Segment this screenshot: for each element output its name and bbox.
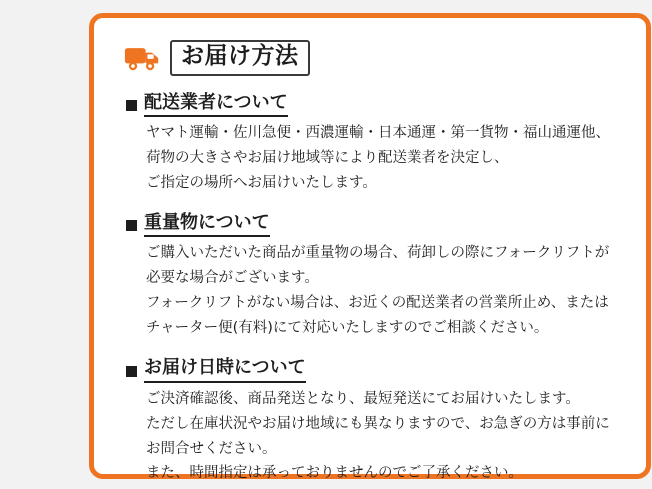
- square-bullet-icon: [126, 220, 137, 231]
- body-line: ただし在庫状況やお届け地域にも異なりますので、お急ぎの方は事前に: [146, 415, 610, 432]
- section-title: 配送業者について: [144, 92, 288, 118]
- delivery-info-panel: [89, 13, 651, 482]
- section-heavy-items: [126, 212, 624, 341]
- body-line: ご決済確認後、商品発送となり、最短発送にてお届けいたします。: [146, 390, 580, 407]
- section-heading: [126, 92, 624, 118]
- body-line: チャーター便(有料)にて対応いたしますのでご相談ください。: [146, 320, 549, 337]
- body-line: 荷物の大きさやお届け地域等により配送業者を決定し、: [146, 150, 509, 167]
- body-line: ご指定の場所へお届けいたします。: [146, 174, 377, 191]
- square-bullet-icon: [126, 100, 137, 111]
- body-line: ヤマト運輸・佐川急便・西濃運輸・日本通運・第一貨物・福山通運他、: [146, 125, 610, 142]
- section-delivery-datetime: [126, 357, 624, 486]
- body-line: また、時間指定は承っておりませんのでご了承ください。: [146, 465, 523, 482]
- panel-title-box: [170, 40, 310, 76]
- section-heading: [126, 212, 624, 238]
- body-line: フォークリフトがない場合は、お近くの配送業者の営業所止め、または: [146, 295, 609, 312]
- body-line: お問合せください。: [146, 440, 277, 457]
- section-title: お届け日時について: [144, 357, 306, 383]
- section-heading: [126, 357, 624, 383]
- body-line: ご購入いただいた商品が重量物の場合、荷卸しの際にフォークリフトが: [146, 245, 610, 262]
- panel-inner: [94, 18, 646, 482]
- panel-title: お届け方法: [181, 43, 299, 69]
- square-bullet-icon: [126, 366, 137, 377]
- section-title: 重量物について: [144, 212, 270, 238]
- section-body: [146, 121, 624, 196]
- section-body: [146, 387, 624, 487]
- body-line: 必要な場合がございます。: [146, 270, 319, 287]
- delivery-truck-icon: [124, 42, 160, 74]
- panel-title-row: [124, 40, 624, 76]
- section-body: [146, 241, 624, 341]
- section-shipping-carriers: [126, 92, 624, 196]
